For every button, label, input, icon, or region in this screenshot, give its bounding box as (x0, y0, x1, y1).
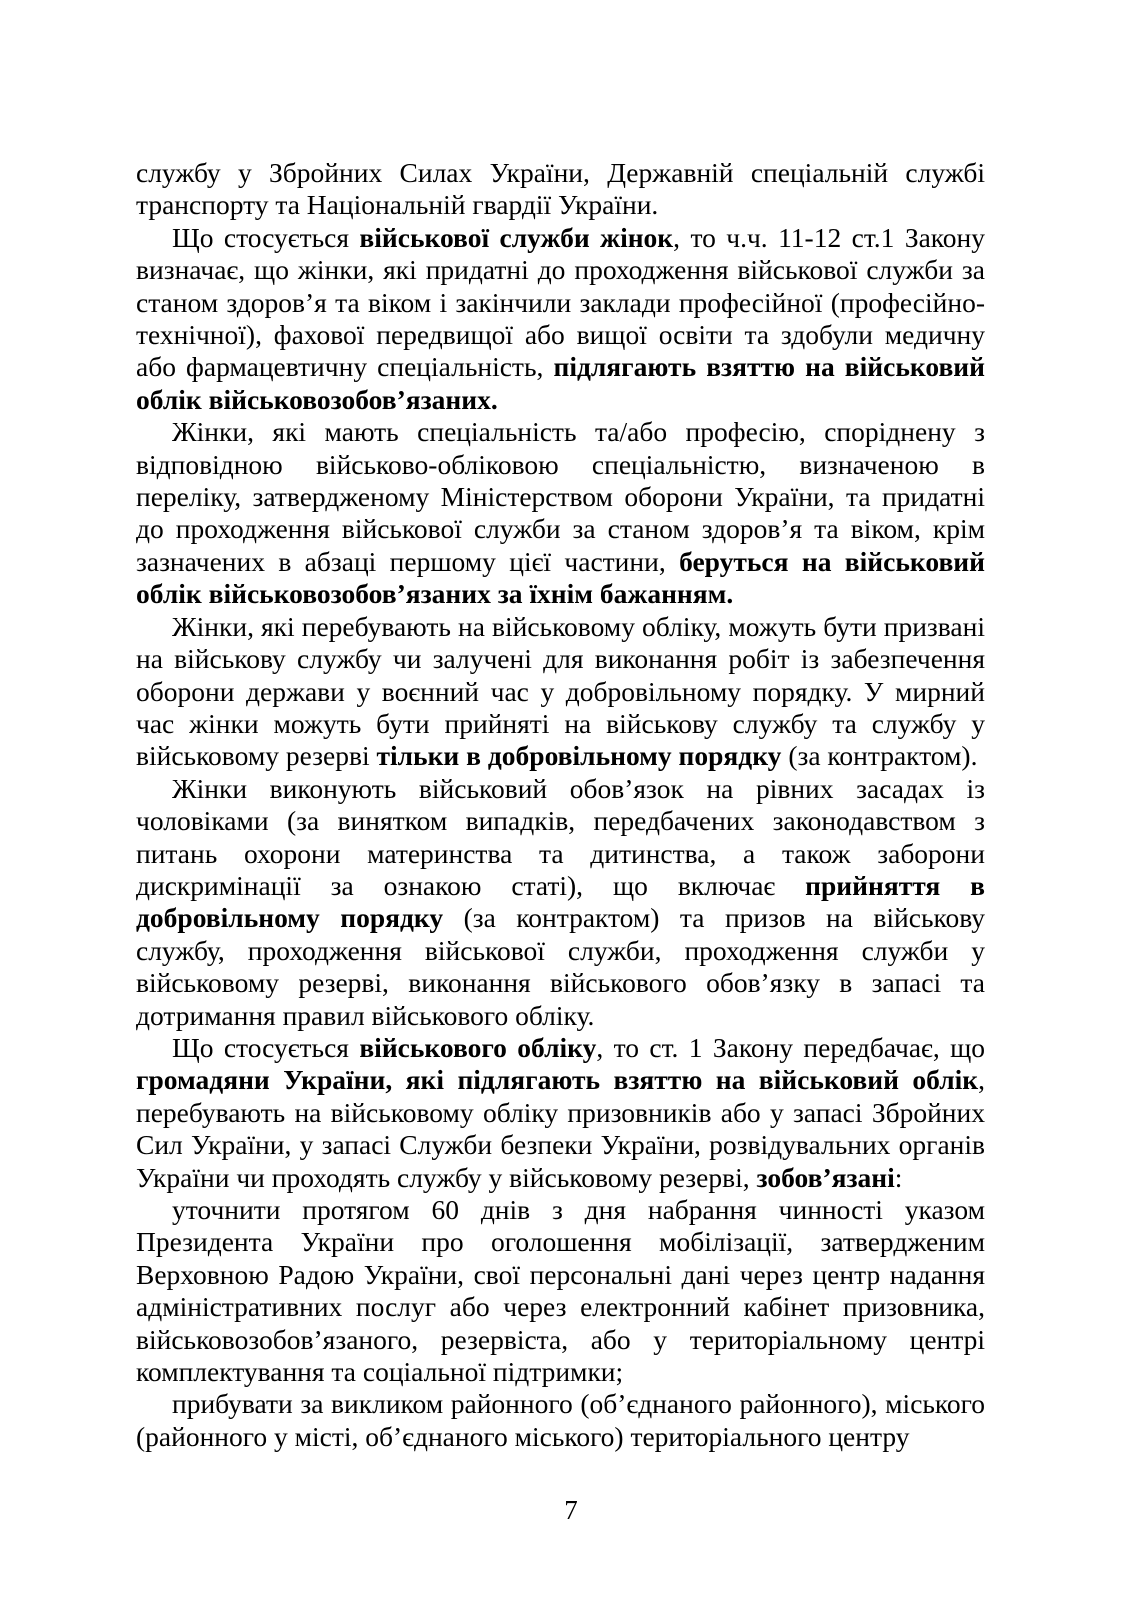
paragraph (136, 1388, 985, 1453)
text-run-bold: громадяни України, які підлягають взяттю на військовий облік (136, 1064, 979, 1096)
text-run-bold: зобов’язані (756, 1161, 895, 1193)
paragraph (136, 611, 985, 773)
page-number: 7 (564, 1495, 578, 1525)
text-run: Що стосується (172, 1031, 360, 1063)
page-footer (0, 1494, 1142, 1526)
text-run: Що стосується (172, 221, 360, 253)
text-run: , то ст. 1 Закону передбачає, що (596, 1031, 985, 1063)
paragraph (136, 416, 985, 610)
paragraph (136, 1032, 985, 1194)
paragraph (136, 157, 985, 222)
paragraph (136, 1194, 985, 1388)
paragraph (136, 773, 985, 1032)
text-run: Жінки, які перебувають на військовому обліку, можуть бути призвані на військову службу чи залучені для виконання робіт із забезпечення оборони держави у воєнний час у добровільному порядку. У мирний час жінки можуть бути прийняті на військову службу та службу у військовому резерві (136, 610, 985, 772)
text-run: , перебувають на військовому обліку призовників або у запасі Збройних Сил України, у запасі Служби безпеки України, розвідувальних органів України чи проходять службу у військовому резерві, (136, 1064, 985, 1193)
text-run: уточнити протягом 60 днів з дня набрання чинності указом Президента України про оголошення мобілізації, затвердженим Верховною Радою України, свої персональні дані через центр надання адміністративних послуг або через електронний кабінет призовника, військовозобов’язаного, резервіста, або у територіальному центрі комплектування та соціальної підтримки; (136, 1194, 985, 1388)
text-run-bold: тільки в добровільному порядку (376, 740, 782, 772)
text-run: (за контрактом). (781, 740, 978, 772)
text-run-bold: беруться на військовий облік військовозобов’язаних за їхнім бажанням. (136, 545, 985, 610)
text-run: (за контрактом) та призов на військову службу, проходження військової служби, проходження служби у військовому резерві, виконання військового обов’язку в запасі та дотримання правил військового обліку. (136, 902, 986, 1031)
text-run: : (894, 1161, 903, 1193)
paragraph (136, 222, 985, 416)
text-run-bold: військового обліку (359, 1031, 597, 1063)
text-run-bold: прийняття в добровільному порядку (136, 869, 985, 934)
text-run: службу у Збройних Силах України, Державній спеціальній службі транспорту та Національній гвардії України. (136, 157, 985, 221)
document-body (136, 157, 985, 1453)
text-run: , то ч.ч. 11-12 ст.1 Закону визначає, що жінки, які придатні до проходження військової служби за станом здоров’я та віком і закінчили заклади професійної (професійно-технічної), фахової передвищої або вищої освіти та здобули медичну або фармацевтичну спеціальність, (136, 221, 985, 383)
text-run: Жінки, які мають спеціальність та/або професію, споріднену з відповідною військово-обліковою спеціальністю, визначеною в переліку, затвердженому Міністерством оборони України, та придатні до проходження військової служби за станом здоров’я та віком, крім зазначених в абзаці першому цієї частини, (136, 416, 985, 577)
text-run-bold: підлягають взяттю на військовий облік військовозобов’язаних. (136, 351, 985, 415)
text-run-bold: військової служби жінок (359, 221, 674, 253)
text-run: прибувати за викликом районного (об’єднаного районного), міського (районного у місті, об’єднаного міського) територіального центру (136, 1388, 985, 1452)
text-run: Жінки виконують військовий обов’язок на рівних засадах із чоловіками (за винятком випадків, передбачених законодавством з питань охорони материнства та дитинства, а також заборони дискримінації за ознакою статі), що включає (136, 772, 985, 901)
